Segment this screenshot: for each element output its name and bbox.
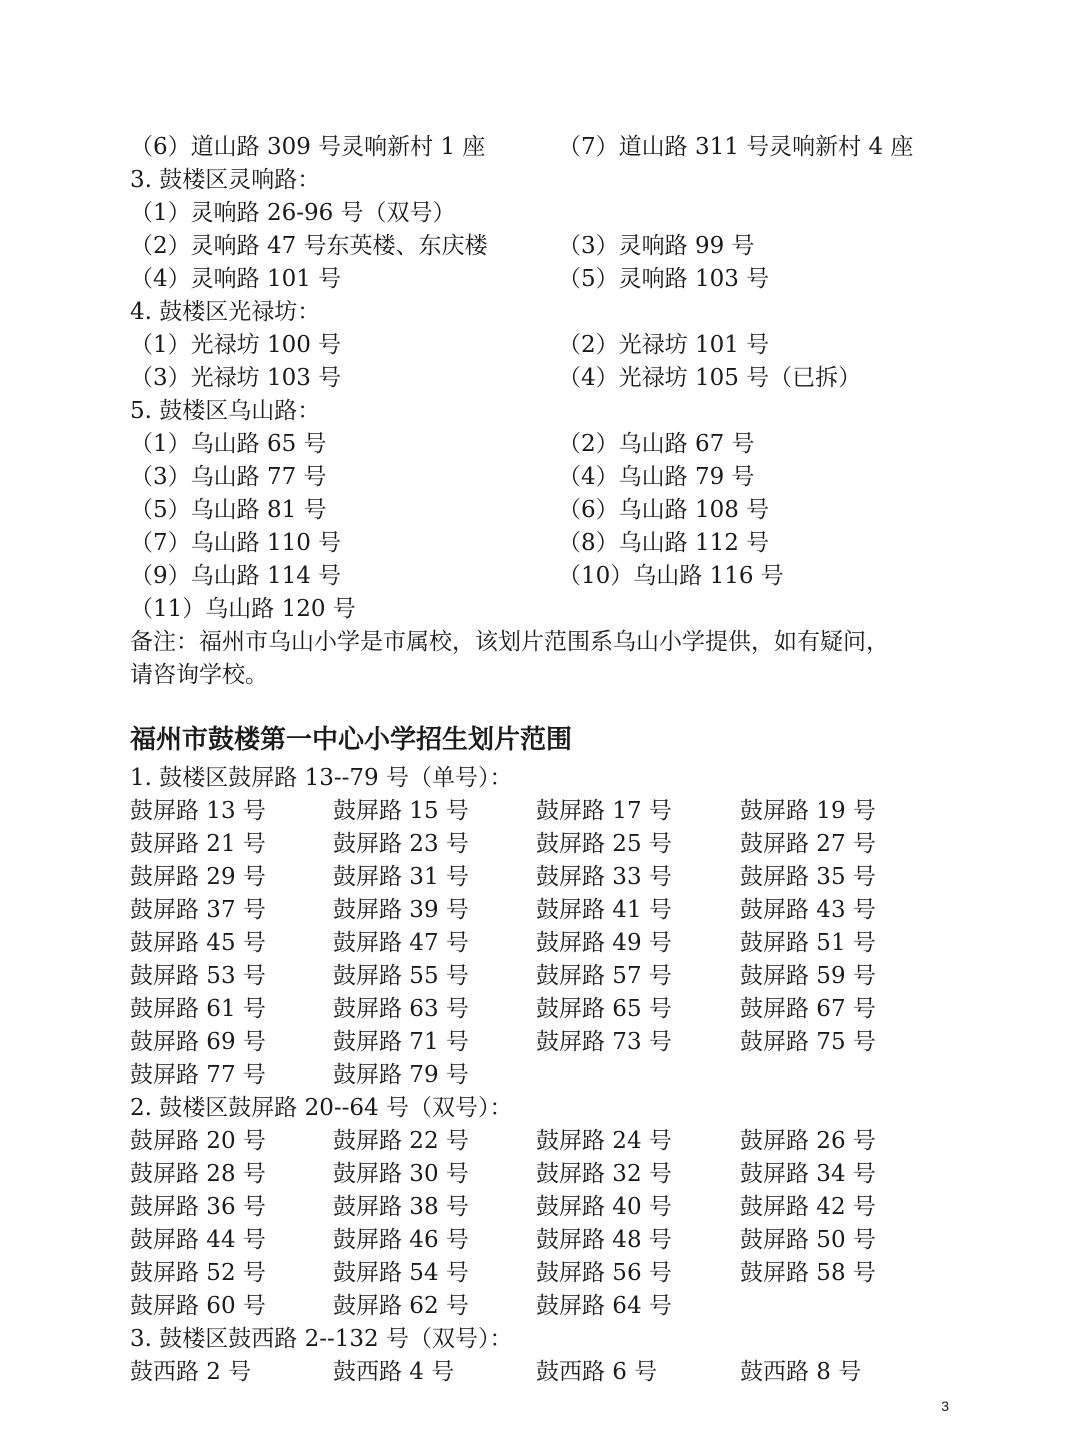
address-cell: 鼓西路 4 号 (333, 1359, 455, 1385)
address-cell: 鼓屏路 19 号 (740, 798, 876, 824)
address-line (130, 131, 914, 164)
address-item: （2）乌山路 67 号 (558, 431, 755, 457)
address-item: （9）乌山路 114 号 (130, 563, 342, 589)
address-cell: 鼓屏路 60 号 (130, 1293, 266, 1319)
address-item: （2）灵响路 47 号东英楼、东庆楼 (130, 233, 488, 259)
address-item: 3. 鼓楼区灵响路： (130, 167, 321, 193)
address-item: （3）光禄坊 103 号 (130, 365, 342, 391)
subheading-gupinglu-even: 2. 鼓楼区鼓屏路 20--64 号（双号）： (130, 1095, 513, 1121)
address-cell: 鼓屏路 28 号 (130, 1161, 266, 1187)
address-line (130, 296, 320, 329)
address-line (130, 428, 755, 461)
address-cell: 鼓屏路 25 号 (536, 831, 672, 857)
address-item: （1）光禄坊 100 号 (130, 332, 342, 358)
address-line (130, 197, 456, 230)
address-cell: 鼓屏路 59 号 (740, 963, 876, 989)
address-cell: 鼓屏路 24 号 (536, 1128, 672, 1154)
address-item: 4. 鼓楼区光禄坊： (130, 299, 321, 325)
address-line (130, 263, 770, 296)
address-cell: 鼓屏路 67 号 (740, 996, 876, 1022)
address-cell: 鼓屏路 62 号 (333, 1293, 469, 1319)
address-item: （4）光禄坊 105 号（已拆） (558, 365, 862, 391)
address-cell: 鼓屏路 36 号 (130, 1194, 266, 1220)
address-cell: 鼓屏路 73 号 (536, 1029, 672, 1055)
address-item: （3）乌山路 77 号 (130, 464, 327, 490)
address-cell: 鼓屏路 63 号 (333, 996, 469, 1022)
address-cell: 鼓屏路 79 号 (333, 1062, 469, 1088)
address-cell: 鼓屏路 75 号 (740, 1029, 876, 1055)
address-cell: 鼓屏路 53 号 (130, 963, 266, 989)
address-cell: 鼓屏路 54 号 (333, 1260, 469, 1286)
address-cell: 鼓屏路 48 号 (536, 1227, 672, 1253)
address-cell: 鼓屏路 37 号 (130, 897, 266, 923)
address-item: （6）道山路 309 号灵响新村 1 座 (130, 134, 486, 160)
address-line (130, 494, 770, 527)
address-line (130, 362, 862, 395)
address-item: （6）乌山路 108 号 (558, 497, 770, 523)
address-line (130, 659, 268, 692)
address-cell: 鼓屏路 56 号 (536, 1260, 672, 1286)
address-cell: 鼓屏路 34 号 (740, 1161, 876, 1187)
address-item: 请咨询学校。 (130, 662, 268, 688)
address-line (130, 626, 889, 659)
address-cell: 鼓屏路 44 号 (130, 1227, 266, 1253)
address-item: （10）乌山路 116 号 (558, 563, 784, 589)
address-item: （8）乌山路 112 号 (558, 530, 770, 556)
address-cell: 鼓屏路 64 号 (536, 1293, 672, 1319)
address-item: （11）乌山路 120 号 (130, 596, 356, 622)
address-cell: 鼓屏路 46 号 (333, 1227, 469, 1253)
address-line (130, 230, 755, 263)
address-cell: 鼓屏路 42 号 (740, 1194, 876, 1220)
address-cell: 鼓屏路 23 号 (333, 831, 469, 857)
address-cell: 鼓屏路 38 号 (333, 1194, 469, 1220)
address-cell: 鼓屏路 58 号 (740, 1260, 876, 1286)
address-cell: 鼓屏路 45 号 (130, 930, 266, 956)
address-item: 5. 鼓楼区乌山路： (130, 398, 321, 424)
address-cell: 鼓屏路 47 号 (333, 930, 469, 956)
address-line (130, 527, 770, 560)
address-cell: 鼓屏路 57 号 (536, 963, 672, 989)
address-cell: 鼓屏路 26 号 (740, 1128, 876, 1154)
address-cell: 鼓屏路 65 号 (536, 996, 672, 1022)
address-cell: 鼓屏路 33 号 (536, 864, 672, 890)
address-line (130, 560, 784, 593)
address-item: （5）灵响路 103 号 (558, 266, 770, 292)
address-line (130, 395, 320, 428)
address-cell: 鼓屏路 43 号 (740, 897, 876, 923)
address-item: （2）光禄坊 101 号 (558, 332, 770, 358)
address-cell: 鼓屏路 30 号 (333, 1161, 469, 1187)
address-cell: 鼓屏路 39 号 (333, 897, 469, 923)
address-cell: 鼓屏路 29 号 (130, 864, 266, 890)
address-item: 备注：福州市乌山小学是市属校，该划片范围系乌山小学提供，如有疑问， (130, 629, 889, 655)
address-line (130, 461, 755, 494)
address-cell: 鼓屏路 49 号 (536, 930, 672, 956)
address-line (130, 593, 356, 626)
address-item: （1）乌山路 65 号 (130, 431, 327, 457)
address-cell: 鼓屏路 51 号 (740, 930, 876, 956)
address-cell: 鼓屏路 41 号 (536, 897, 672, 923)
address-cell: 鼓屏路 52 号 (130, 1260, 266, 1286)
address-cell: 鼓屏路 31 号 (333, 864, 469, 890)
address-cell: 鼓屏路 27 号 (740, 831, 876, 857)
address-cell: 鼓西路 6 号 (536, 1359, 658, 1385)
address-cell: 鼓西路 8 号 (740, 1359, 862, 1385)
address-cell: 鼓屏路 35 号 (740, 864, 876, 890)
address-cell: 鼓屏路 32 号 (536, 1161, 672, 1187)
address-cell: 鼓西路 2 号 (130, 1359, 252, 1385)
address-cell: 鼓屏路 21 号 (130, 831, 266, 857)
address-item: （4）灵响路 101 号 (130, 266, 342, 292)
address-cell: 鼓屏路 69 号 (130, 1029, 266, 1055)
address-item: （5）乌山路 81 号 (130, 497, 327, 523)
address-item: （7）道山路 311 号灵响新村 4 座 (558, 134, 914, 160)
address-cell: 鼓屏路 50 号 (740, 1227, 876, 1253)
address-item: （1）灵响路 26-96 号（双号） (130, 200, 456, 226)
address-cell: 鼓屏路 71 号 (333, 1029, 469, 1055)
address-cell: 鼓屏路 20 号 (130, 1128, 266, 1154)
subheading-gupinglu-odd: 1. 鼓楼区鼓屏路 13--79 号（单号）： (130, 765, 513, 791)
address-cell: 鼓屏路 17 号 (536, 798, 672, 824)
subheading-guxilu-even: 3. 鼓楼区鼓西路 2--132 号（双号）： (130, 1326, 513, 1352)
address-cell: 鼓屏路 61 号 (130, 996, 266, 1022)
address-item: （7）乌山路 110 号 (130, 530, 342, 556)
address-line (130, 329, 770, 362)
address-cell: 鼓屏路 15 号 (333, 798, 469, 824)
address-cell: 鼓屏路 40 号 (536, 1194, 672, 1220)
address-cell: 鼓屏路 77 号 (130, 1062, 266, 1088)
address-item: （4）乌山路 79 号 (558, 464, 755, 490)
address-cell: 鼓屏路 22 号 (333, 1128, 469, 1154)
section-title: 福州市鼓楼第一中心小学招生划片范围 (130, 725, 573, 755)
address-cell: 鼓屏路 55 号 (333, 963, 469, 989)
address-item: （3）灵响路 99 号 (558, 233, 755, 259)
address-cell: 鼓屏路 13 号 (130, 798, 266, 824)
page-number: 3 (941, 1398, 949, 1414)
address-line (130, 164, 320, 197)
